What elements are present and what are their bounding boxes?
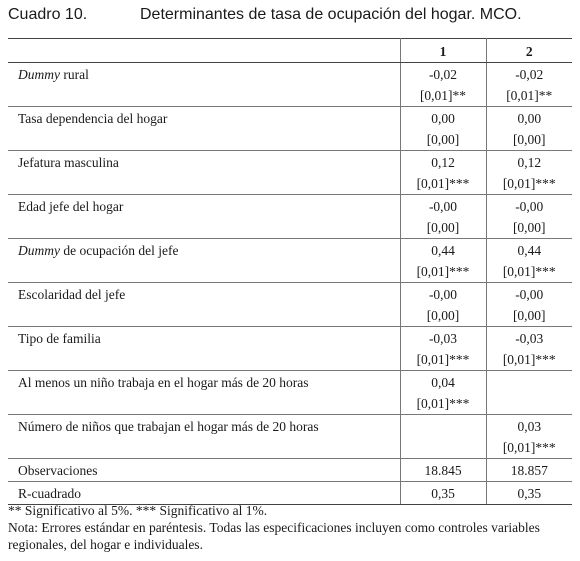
table-row (8, 415, 572, 459)
row-label (8, 63, 400, 107)
standard-error-note: Nota: Errores estándar en paréntesis. Todas las especificaciones incluyen como controles variables regionales, del hogar e individuales. (8, 520, 540, 552)
table-notes (8, 502, 578, 553)
column-2-cell (486, 195, 572, 239)
standard-error-value: [0,01]*** (502, 264, 556, 279)
stats-column-1-cell (400, 459, 486, 482)
table-row (8, 151, 572, 195)
stats-label-text: R-cuadrado (18, 486, 81, 501)
table-row (8, 195, 572, 239)
coefficient-value: -0,03 (515, 331, 544, 346)
row-label-text (18, 240, 400, 261)
row-label-text (18, 372, 400, 393)
standard-error-value: [0,01]*** (416, 396, 470, 411)
column-2-cell (486, 239, 572, 283)
coefficient-value: -0,00 (428, 287, 458, 302)
row-label-text (18, 196, 400, 217)
coefficient-value: 0,04 (431, 375, 455, 390)
coefficient-value: -0,00 (428, 199, 458, 214)
row-label-text (18, 328, 400, 349)
standard-error-value: [0,01]*** (416, 176, 470, 191)
column-2-cell (486, 151, 572, 195)
row-label (8, 283, 400, 327)
row-label (8, 107, 400, 151)
row-label-main: Jefatura masculina (18, 155, 119, 170)
row-label-italic: Dummy (18, 243, 60, 258)
row-label (8, 151, 400, 195)
standard-error-value: [0,01]*** (502, 440, 556, 455)
standard-error-value: [0,00] (512, 132, 546, 147)
row-label (8, 195, 400, 239)
coefficient-value: -0,02 (515, 67, 544, 82)
column-header-2: 2 (486, 39, 572, 63)
row-label-text (18, 152, 400, 173)
table-row (8, 371, 572, 415)
row-label-main: Número de niños que trabajan el hogar más de 20 horas (18, 419, 319, 434)
standard-error-value (487, 393, 573, 414)
column-1-cell (400, 239, 486, 283)
standard-error-value: [0,00] (426, 308, 460, 323)
column-2-cell (486, 283, 572, 327)
row-label-text (18, 64, 400, 85)
coefficient-value: 0,00 (431, 111, 455, 126)
table-caption (8, 4, 578, 26)
column-2-cell (486, 63, 572, 107)
column-1-cell (400, 63, 486, 107)
standard-error-value: [0,01]*** (502, 352, 556, 367)
row-label-text (18, 416, 400, 437)
column-header-1: 1 (400, 39, 486, 63)
coefficient-value: 0,12 (517, 155, 542, 170)
coefficient-value: 0,44 (431, 243, 455, 258)
row-label-main: Al menos un niño trabaja en el hogar más de 20 horas (18, 375, 309, 390)
coefficient-value: -0,03 (428, 331, 458, 346)
row-label-main: Tipo de familia (18, 331, 101, 346)
significance-note: ** Significativo al 5%. *** Significativo al 1%. (8, 503, 268, 518)
coefficient-value: 0,00 (517, 111, 542, 126)
coefficient-value: 0,03 (517, 419, 542, 434)
caption-title: Determinantes de tasa de ocupación del hogar. MCO. (140, 6, 522, 23)
coefficient-value: -0,00 (515, 199, 544, 214)
row-label-main: rural (60, 67, 89, 82)
caption-label: Cuadro 10. (8, 6, 88, 23)
row-label-main: Escolaridad del jefe (18, 287, 126, 302)
column-1-cell (400, 283, 486, 327)
coefficient-value (487, 372, 573, 393)
stats-row (8, 459, 572, 482)
stats-value: 18.845 (424, 463, 462, 478)
column-1-cell (400, 371, 486, 415)
column-2-cell (486, 371, 572, 415)
column-1-cell (400, 327, 486, 371)
row-label-text (18, 284, 400, 305)
stats-value: 0,35 (517, 486, 542, 501)
table-row (8, 239, 572, 283)
table-row (8, 107, 572, 151)
standard-error-value: [0,01]** (419, 88, 467, 103)
coefficient-value: 0,44 (517, 243, 542, 258)
stats-column-2-cell (486, 459, 572, 482)
column-1-cell (400, 415, 486, 459)
coefficient-value: -0,02 (428, 67, 458, 82)
column-2-cell (486, 415, 572, 459)
stats-label-text: Observaciones (18, 463, 98, 478)
table-row (8, 283, 572, 327)
row-label-main: Tasa dependencia del hogar (18, 111, 168, 126)
coefficient-value: -0,00 (515, 287, 544, 302)
stats-value: 18.857 (510, 463, 548, 478)
standard-error-value (401, 437, 486, 458)
row-label (8, 371, 400, 415)
standard-error-value: [0,01]*** (416, 264, 470, 279)
row-label (8, 327, 400, 371)
column-1-cell (400, 151, 486, 195)
column-1-cell (400, 195, 486, 239)
header-blank-cell (8, 39, 400, 63)
stats-value: 0,35 (431, 486, 455, 501)
table-body (8, 63, 572, 505)
row-label (8, 239, 400, 283)
column-2-cell (486, 327, 572, 371)
standard-error-value: [0,00] (512, 308, 546, 323)
standard-error-value: [0,01]*** (502, 176, 556, 191)
stats-label (8, 459, 400, 482)
row-label-main: de ocupación del jefe (60, 243, 179, 258)
row-label (8, 415, 400, 459)
standard-error-value: [0,00] (426, 132, 460, 147)
standard-error-value: [0,00] (512, 220, 546, 235)
table-row (8, 327, 572, 371)
table-header-row (8, 39, 572, 63)
regression-table (8, 38, 572, 505)
row-label-text (18, 108, 400, 129)
standard-error-value: [0,01]** (506, 88, 553, 103)
column-2-cell (486, 107, 572, 151)
coefficient-value (401, 416, 486, 437)
coefficient-value: 0,12 (431, 155, 455, 170)
table-row (8, 63, 572, 107)
standard-error-value: [0,00] (426, 220, 460, 235)
row-label-italic: Dummy (18, 67, 60, 82)
row-label-main: Edad jefe del hogar (18, 199, 124, 214)
standard-error-value: [0,01]*** (416, 352, 470, 367)
column-1-cell (400, 107, 486, 151)
